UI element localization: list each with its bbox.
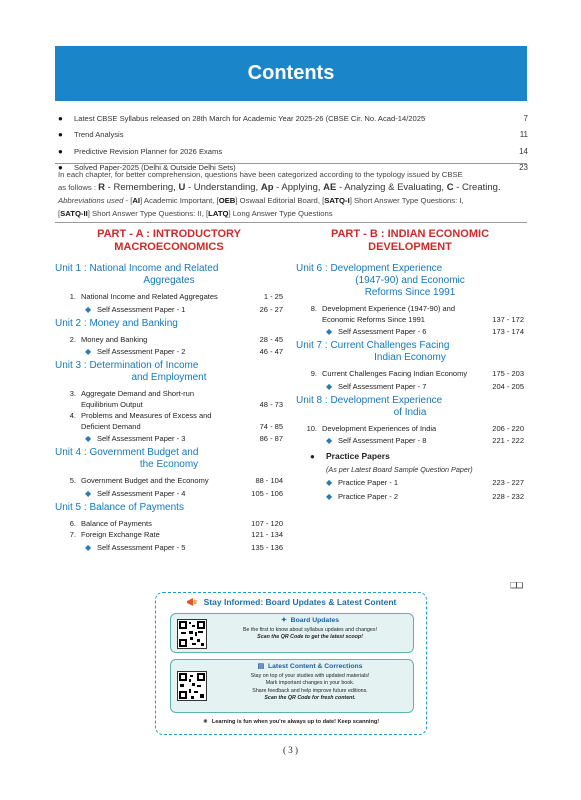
self-assessment-title: Self Assessment Paper - 4 xyxy=(97,488,186,498)
unit-heading-line: Aggregates xyxy=(143,275,195,286)
unit-heading-line: the Economy xyxy=(139,459,199,470)
self-assessment-entry[interactable] xyxy=(55,346,283,357)
contents-banner xyxy=(55,46,527,101)
chapter-entry[interactable] xyxy=(296,424,524,435)
practice-papers-note: (As per Latest Board Sample Question Paper) xyxy=(326,465,473,474)
toc-entry-title: Solved Paper-2025 (Delhi & Outside Delhi Sets) xyxy=(74,163,236,173)
chapter-entry[interactable] xyxy=(55,411,283,432)
page-range: 135 - 136 xyxy=(251,542,283,552)
bell-icon: ✦ xyxy=(280,617,287,624)
unit-heading-line: Unit 6 : Development Experience xyxy=(296,263,443,274)
page-title: Contents xyxy=(247,62,335,84)
stay-informed-box xyxy=(155,592,427,735)
diamond-bullet-icon: ◆ xyxy=(326,492,333,501)
unit-heading-line: Unit 8 : Development Experience xyxy=(296,394,443,406)
part-a-column xyxy=(55,228,283,556)
practice-papers-heading: ● Practice Papers xyxy=(310,451,390,461)
divider xyxy=(55,222,527,223)
toc-entry-title: Predictive Revision Planner for 2026 Exams xyxy=(74,146,223,156)
page-range: 204 - 205 xyxy=(492,381,524,391)
info-box-heading: Stay Informed: Board Updates & Latest Content xyxy=(203,597,397,607)
diamond-bullet-icon: ◆ xyxy=(326,327,333,336)
page-range: 223 - 227 xyxy=(492,478,524,487)
self-assessment-entry[interactable] xyxy=(55,488,283,499)
diamond-bullet-icon: ◆ xyxy=(85,304,92,314)
divider xyxy=(55,163,527,164)
unit-heading-line: Unit 5 : Balance of Payments xyxy=(55,501,184,513)
page-number: ( 3 ) xyxy=(283,745,298,755)
chapter-title: Development Experience (1947-90) and Economic Reforms Since 1991 xyxy=(322,304,455,324)
part-b-column xyxy=(296,228,524,505)
page-range: 137 - 172 xyxy=(492,314,524,324)
practice-paper-title: Practice Paper - 1 xyxy=(338,478,399,487)
qr-code-icon[interactable] xyxy=(177,671,207,701)
bullet-icon: ● xyxy=(58,146,63,156)
chapter-entry[interactable] xyxy=(55,519,283,530)
self-assessment-title: Self Assessment Paper - 3 xyxy=(97,434,186,443)
page-range: 1 - 25 xyxy=(263,292,283,301)
toc-row[interactable] xyxy=(58,110,528,127)
toc-entry-page: 14 xyxy=(519,146,528,156)
toc-entry-title: Latest CBSE Syllabus released on 28th March for Academic Year 2025-26 (CBSE Cir. No. Acad-14/2025 xyxy=(74,113,426,123)
bullet-icon: ● xyxy=(58,113,63,123)
chapter-title: Aggregate Demand and Short-run Equilibrium Output xyxy=(81,389,194,409)
bullet-icon: ● xyxy=(58,163,63,173)
page-range: 228 - 232 xyxy=(492,492,524,501)
unit-heading-line: and Employment xyxy=(131,372,207,383)
chapter-entry[interactable] xyxy=(55,476,283,487)
chapter-number: 7. xyxy=(69,530,76,539)
unit-heading-line: Unit 2 : Money and Banking xyxy=(55,317,178,329)
unit-heading[interactable] xyxy=(55,263,283,287)
end-mark: ❑❑ xyxy=(510,581,523,590)
page-range: 28 - 45 xyxy=(259,334,283,344)
chapter-entry[interactable] xyxy=(296,369,524,380)
practice-paper-entry[interactable] xyxy=(296,477,524,488)
self-assessment-title: Self Assessment Paper - 2 xyxy=(97,347,186,356)
unit-heading-line: Indian Economy xyxy=(374,352,446,363)
unit-heading[interactable] xyxy=(55,502,283,514)
toc-entry-page: 11 xyxy=(519,130,528,140)
page-range: 121 - 134 xyxy=(251,530,283,539)
chapter-title: Money and Banking xyxy=(81,334,148,344)
unit-heading[interactable] xyxy=(296,263,524,299)
unit-heading-line: Unit 4 : Government Budget and xyxy=(55,447,199,458)
chapter-number: 1. xyxy=(69,292,76,301)
chapter-number: 6. xyxy=(69,518,76,528)
chapter-number: 2. xyxy=(69,334,76,344)
unit-heading-line: Unit 7 : Current Challenges Facing xyxy=(296,340,450,351)
self-assessment-title: Self Assessment Paper - 1 xyxy=(97,304,186,314)
chapter-entry[interactable] xyxy=(55,335,283,346)
toc-entry-title: Trend Analysis xyxy=(74,130,124,140)
chapter-title: Problems and Measures of Excess and Deficient Demand xyxy=(81,411,212,431)
chapter-title: Balance of Payments xyxy=(81,518,152,528)
page-range: 105 - 106 xyxy=(251,488,283,498)
diamond-bullet-icon: ◆ xyxy=(85,347,92,356)
page-range: 206 - 220 xyxy=(492,423,524,433)
chapter-title: Government Budget and the Economy xyxy=(81,476,209,485)
unit-heading[interactable] xyxy=(55,318,283,330)
part-b-title: PART - B : INDIAN ECONOMIC DEVELOPMENT xyxy=(330,228,490,253)
toc-list xyxy=(58,110,528,176)
book-icon: ▤ xyxy=(257,663,264,670)
self-assessment-title: Self Assessment Paper - 6 xyxy=(338,327,427,336)
chapter-entry[interactable] xyxy=(55,530,283,541)
chapter-title: National Income and Related Aggregates xyxy=(81,292,218,301)
self-assessment-entry[interactable] xyxy=(55,304,283,315)
unit-heading[interactable] xyxy=(55,360,283,384)
page-range: 48 - 73 xyxy=(259,399,283,409)
chapter-number: 8. xyxy=(310,304,317,313)
self-assessment-entry[interactable] xyxy=(55,542,283,553)
diamond-bullet-icon: ◆ xyxy=(326,381,333,391)
toc-entry-page: 7 xyxy=(523,113,528,123)
chapter-number: 3. xyxy=(69,389,76,398)
self-assessment-entry[interactable] xyxy=(55,433,283,444)
page-range: 26 - 27 xyxy=(259,304,283,314)
unit-heading-line: of India xyxy=(393,406,427,418)
diamond-bullet-icon: ◆ xyxy=(85,542,92,552)
unit-heading-line: Reforms Since 1991 xyxy=(364,287,456,298)
toc-row[interactable] xyxy=(58,143,528,160)
practice-paper-entry[interactable] xyxy=(296,491,524,502)
toc-entry-page: 23 xyxy=(519,163,528,173)
chapter-number: 9. xyxy=(310,369,317,378)
board-updates-card[interactable]: ✦ Board Updates Be the first to know about syllabus updates and changes! Scan the QR Code to get the latest scoop! xyxy=(170,613,414,653)
practice-paper-title: Practice Paper - 2 xyxy=(338,492,399,501)
bullet-icon: ● xyxy=(58,130,63,140)
qr-code-icon[interactable] xyxy=(177,619,207,649)
chapter-entry[interactable] xyxy=(55,389,283,410)
diamond-bullet-icon: ◆ xyxy=(326,436,333,445)
unit-heading-line: Unit 3 : Determination of Income xyxy=(55,360,199,371)
bullet-icon: ● xyxy=(310,451,315,461)
page-range: 88 - 104 xyxy=(255,476,283,485)
page-range: 46 - 47 xyxy=(259,347,283,356)
part-a-title: PART - A : INTRODUCTORY MACROECONOMICS xyxy=(97,228,241,253)
diamond-bullet-icon: ◆ xyxy=(85,488,92,498)
page-range: 86 - 87 xyxy=(259,434,283,443)
latest-content-card[interactable]: ▤ Latest Content & Corrections Stay on top of your studies with updated materials! Mark important changes in your book. Share feedback and help improve future editions. Scan the QR Code for fresh content. xyxy=(170,659,414,713)
chapter-title: Current Challenges Facing Indian Economy xyxy=(322,369,468,378)
page-range: 221 - 222 xyxy=(492,436,524,445)
self-assessment-title: Self Assessment Paper - 8 xyxy=(338,436,427,445)
unit-heading[interactable] xyxy=(296,340,524,364)
chapter-title: Development Experiences of India xyxy=(322,423,437,433)
unit-heading[interactable] xyxy=(55,447,283,471)
diamond-bullet-icon: ◆ xyxy=(326,478,333,487)
self-assessment-title: Self Assessment Paper - 7 xyxy=(338,381,427,391)
page-range: 107 - 120 xyxy=(251,518,283,528)
self-assessment-title: Self Assessment Paper - 5 xyxy=(97,542,186,552)
chapter-number: 4. xyxy=(69,411,76,420)
unit-heading-line: Unit 1 : National Income and Related xyxy=(55,263,219,274)
self-assessment-entry[interactable] xyxy=(296,435,524,446)
megaphone-icon xyxy=(186,597,198,607)
self-assessment-entry[interactable] xyxy=(296,326,524,337)
toc-row[interactable] xyxy=(58,127,528,144)
unit-heading-line: (1947-90) and Economic xyxy=(355,275,465,286)
diamond-bullet-icon: ◆ xyxy=(85,434,92,443)
chapter-entry[interactable] xyxy=(55,292,283,303)
self-assessment-entry[interactable] xyxy=(296,381,524,392)
unit-heading[interactable] xyxy=(296,395,524,419)
info-box-footer: ☀ Learning is fun when you're always up to date! Keep scanning! xyxy=(202,719,380,725)
page-range: 173 - 174 xyxy=(492,327,524,336)
page-range: 175 - 203 xyxy=(492,369,524,378)
page-range: 74 - 85 xyxy=(259,421,283,431)
chapter-title: Foreign Exchange Rate xyxy=(81,530,160,539)
chapter-number: 10. xyxy=(306,423,317,433)
chapter-number: 5. xyxy=(69,476,76,485)
typology-intro: In each chapter, for better comprehension, questions have been categorized according to the typology issued by CBSE as follows : R - Remembering, U - Understanding, Ap - Applying, AE - Analyzing & Evaluating, C - Creating. Abbreviations used - [AI] Academic Important, [OEB] Oswaal Editorial Board, [SATQ-I] Short Answer Type Questions: I, [SATQ-II] Short Answer Type Questions: II, [LATQ] Long Answer Type Questions xyxy=(58,170,501,218)
chapter-entry[interactable] xyxy=(296,304,524,325)
lightbulb-icon: ☀ xyxy=(202,719,208,725)
